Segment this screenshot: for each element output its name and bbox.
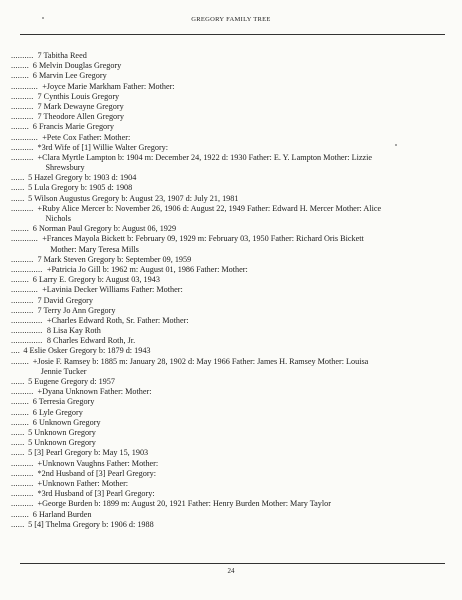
dot-leader: ........: [11, 275, 29, 285]
entry-text: 6 Unknown Gregory: [32, 417, 101, 427]
dot-leader: ........: [11, 71, 29, 81]
tree-entry: [0, 306, 462, 316]
dot-leader: ........: [11, 509, 29, 519]
tree-entry: [0, 122, 462, 132]
bottom-rule: [20, 563, 445, 564]
dot-leader: ..........: [11, 254, 34, 264]
dot-leader: ..............: [11, 315, 43, 325]
entry-text: 7 Cynthis Louis Gregory: [37, 91, 120, 101]
entry-text: 6 Harland Burden: [32, 509, 92, 519]
tree-entry: [0, 265, 462, 275]
tree-entry: [0, 224, 462, 234]
tree-entry: [0, 357, 462, 377]
dot-leader: ..........: [11, 51, 34, 60]
tree-entry: [0, 234, 462, 254]
dot-leader: ..............: [11, 264, 43, 274]
dot-leader: ............: [11, 234, 38, 244]
tree-entry: [0, 326, 462, 336]
entry-text: +Unknown Vaughns Father: Mother:: [37, 458, 159, 468]
dot-leader: ........: [11, 356, 29, 366]
scan-speck: [42, 17, 44, 19]
dot-leader: ........: [11, 397, 29, 407]
tree-entry: [0, 173, 462, 183]
dot-leader: ........: [11, 122, 29, 132]
dot-leader: ..........: [11, 499, 34, 509]
tree-entry: [0, 448, 462, 458]
entry-text: +Clara Myrtle Lampton b: 1904 m: December 24, 1922 d: 1930 Father: E. Y. Lampton Mother: Lizzie: [37, 152, 373, 162]
entry-text: 6 Larry E. Gregory b: August 03, 1943: [32, 275, 160, 285]
entry-text: +Joyce Marie Markham Father: Mother:: [42, 81, 175, 91]
entry-text: 5 Unknown Gregory: [28, 428, 96, 437]
tree-entry: [0, 499, 462, 509]
tree-entry: [0, 520, 462, 530]
dot-leader: ..........: [11, 142, 34, 152]
tree-entry: [0, 71, 462, 81]
entry-continuation: Jennie Tucker: [40, 366, 87, 376]
tree-entry: [0, 377, 462, 387]
dot-leader: ......: [11, 519, 25, 529]
dot-leader: ..........: [11, 458, 34, 468]
dot-leader: ........: [11, 61, 29, 71]
entry-text: +Frances Mayola Bickett b: February 09, 1929 m: February 03, 1950 Father: Richard Oris Bickett: [42, 234, 364, 244]
entry-continuation: Nichols: [45, 214, 71, 224]
tree-entry: [0, 82, 462, 92]
tree-entry: [0, 112, 462, 122]
tree-entry: [0, 459, 462, 469]
entry-text: 6 Terresia Gregory: [32, 397, 95, 407]
dot-leader: ........: [11, 224, 29, 234]
tree-entry: [0, 275, 462, 285]
dot-leader: ......: [11, 377, 25, 387]
tree-entry: [0, 51, 462, 61]
dot-leader: ......: [11, 438, 25, 448]
dot-leader: ..........: [11, 295, 34, 305]
dot-leader: ..........: [11, 152, 34, 162]
entry-text: *2nd Husband of [3] Pearl Gregory:: [37, 468, 156, 478]
dot-leader: ............: [11, 285, 38, 295]
entry-continuation: Shrewsbury: [45, 163, 85, 173]
entry-text: +Dyana Unknown Father: Mother:: [37, 387, 152, 397]
dot-leader: ..............: [11, 326, 43, 336]
entry-text: 7 David Gregory: [37, 295, 93, 305]
tree-entry: [0, 336, 462, 346]
tree-entry: [0, 397, 462, 407]
tree-entry: [0, 469, 462, 479]
entry-text: +Josie F. Ramsey b: 1885 m: January 28, 1902 d: May 1966 Father: James H. Ramsey Mother: Louisa: [32, 356, 369, 366]
entry-text: 7 Terry Jo Ann Gregory: [37, 305, 116, 315]
entry-text: *3rd Wife of [1] Willie Walter Gregory:: [37, 142, 169, 152]
dot-leader: ..........: [11, 468, 34, 478]
tree-entry: [0, 133, 462, 143]
dot-leader: ..........: [11, 478, 34, 488]
entry-text: 7 Mark Dewayne Gregory: [37, 101, 124, 111]
dot-leader: ........: [11, 407, 29, 417]
entry-text: 5 Lula Gregory b: 1905 d: 1908: [28, 183, 133, 193]
entry-continuation: Mother: Mary Teresa Mills: [50, 244, 139, 254]
entry-text: 8 Lisa Kay Roth: [46, 326, 101, 336]
dot-leader: ..............: [11, 336, 43, 346]
entry-text: 7 Mark Steven Gregory b: September 09, 1959: [37, 254, 192, 264]
tree-entry: [0, 92, 462, 102]
tree-entry: [0, 183, 462, 193]
tree-entry: [0, 346, 462, 356]
page-header-title: GREGORY FAMILY TREE: [191, 16, 271, 23]
tree-entry: [0, 194, 462, 204]
entry-text: 6 Marvin Lee Gregory: [32, 71, 107, 81]
dot-leader: ............: [11, 132, 38, 142]
family-tree-entries: [0, 51, 462, 530]
entry-text: 6 Lyle Gregory: [32, 407, 83, 417]
entry-text: 6 Francis Marie Gregory: [32, 122, 114, 132]
tree-entry: [0, 296, 462, 306]
entry-text: 7 Tabitha Reed: [37, 51, 87, 60]
tree-entry: [0, 418, 462, 428]
tree-entry: [0, 143, 462, 153]
dot-leader: ......: [11, 448, 25, 458]
tree-entry: [0, 61, 462, 71]
dot-leader: ..........: [11, 91, 34, 101]
tree-entry: [0, 428, 462, 438]
entry-text: +Ruby Alice Mercer b: November 26, 1906 d: August 22, 1949 Father: Edward H. Mercer Mother: Alice: [37, 203, 382, 213]
tree-entry: [0, 316, 462, 326]
tree-entry: [0, 102, 462, 112]
entry-text: +Charles Edward Roth, Sr. Father: Mother:: [46, 315, 189, 325]
dot-leader: ............: [11, 81, 38, 91]
tree-entry: [0, 408, 462, 418]
dot-leader: ..........: [11, 101, 34, 111]
entry-text: 5 [4] Thelma Gregory b: 1906 d: 1988: [28, 519, 154, 529]
tree-entry: [0, 204, 462, 224]
entry-text: 5 Unknown Gregory: [28, 438, 96, 448]
entry-text: 8 Charles Edward Roth, Jr.: [46, 336, 136, 346]
dot-leader: ..........: [11, 203, 34, 213]
tree-entry: [0, 153, 462, 173]
page-number: 24: [227, 567, 235, 575]
dot-leader: ..........: [11, 112, 34, 122]
entry-text: +Unknown Father: Mother:: [37, 478, 129, 488]
entry-text: *3rd Husband of [3] Pearl Gregory:: [37, 489, 155, 499]
tree-entry: [0, 255, 462, 265]
dot-leader: ....: [11, 346, 20, 356]
dot-leader: ..........: [11, 305, 34, 315]
entry-text: 6 Norman Paul Gregory b: August 06, 1929: [32, 224, 177, 234]
entry-text: 5 [3] Pearl Gregory b: May 15, 1903: [28, 448, 149, 458]
top-rule: [20, 34, 445, 35]
entry-text: 4 Eslie Osker Gregory b: 1879 d: 1943: [23, 346, 151, 356]
entry-text: +Patricia Jo Gill b: 1962 m: August 01, 1986 Father: Mother:: [46, 264, 248, 274]
dot-leader: ......: [11, 428, 25, 437]
dot-leader: ......: [11, 193, 25, 203]
entry-text: 5 Eugene Gregory d: 1957: [28, 377, 115, 387]
scan-speck: [395, 144, 397, 146]
tree-entry: [0, 438, 462, 448]
dot-leader: ......: [11, 183, 25, 193]
entry-text: 5 Wilson Augustus Gregory b: August 23, 1907 d: July 21, 1981: [28, 193, 239, 203]
dot-leader: ..........: [11, 489, 34, 499]
dot-leader: ......: [11, 173, 25, 183]
dot-leader: ........: [11, 417, 29, 427]
entry-text: 6 Melvin Douglas Gregory: [32, 61, 122, 71]
tree-entry: [0, 285, 462, 295]
entry-text: +George Burden b: 1899 m: August 20, 1921 Father: Henry Burden Mother: Mary Taylor: [37, 499, 331, 509]
entry-text: +Lavinia Decker Williams Father: Mother:: [42, 285, 183, 295]
entry-text: 7 Theodore Allen Gregory: [37, 112, 124, 122]
entry-text: +Pete Cox Father: Mother:: [42, 132, 131, 142]
tree-entry: [0, 489, 462, 499]
tree-entry: [0, 510, 462, 520]
tree-entry: [0, 387, 462, 397]
entry-text: 5 Hazel Gregory b: 1903 d: 1904: [28, 173, 137, 183]
dot-leader: ..........: [11, 387, 34, 397]
tree-entry: [0, 479, 462, 489]
